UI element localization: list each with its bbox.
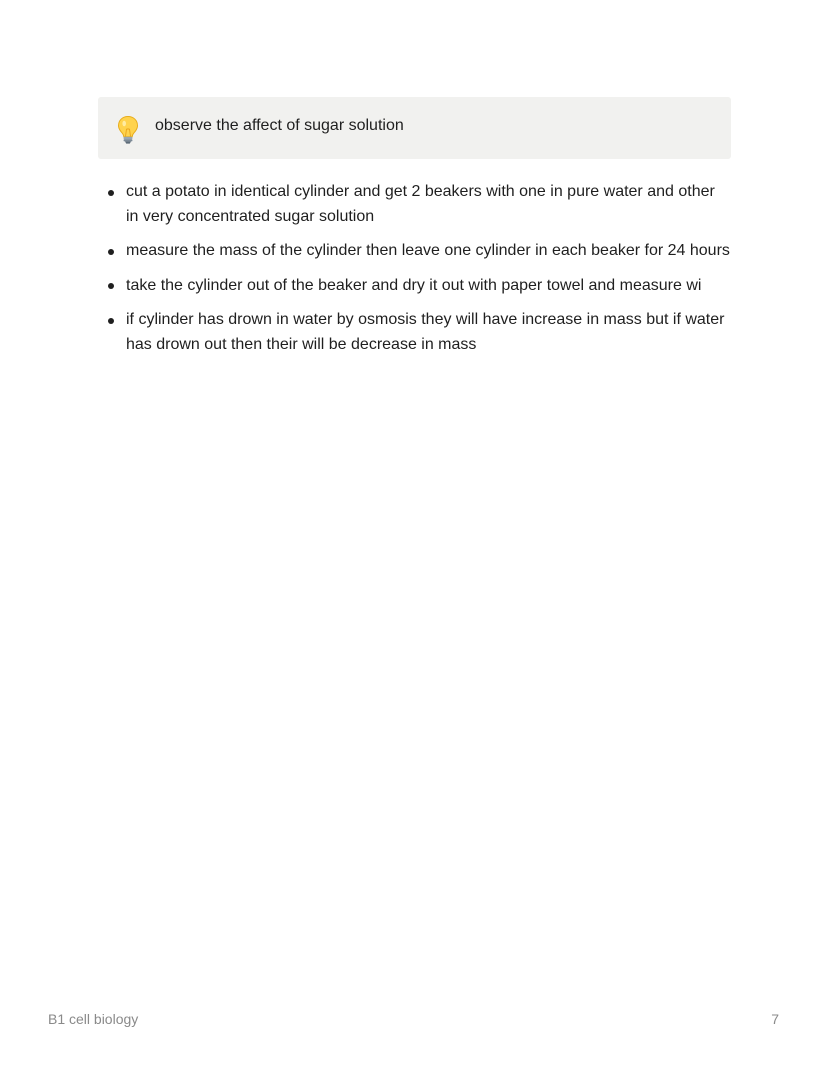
bullet-dot-icon bbox=[108, 249, 114, 255]
bullet-dot-icon bbox=[108, 318, 114, 324]
list-item bbox=[106, 239, 731, 264]
list-item bbox=[106, 308, 731, 357]
list-item bbox=[106, 180, 731, 229]
bullet-list bbox=[106, 180, 731, 367]
callout-text: observe the affect of sugar solution bbox=[155, 117, 404, 134]
list-item-text: cut a potato in identical cylinder and get 2 beakers with one in pure water and other in very concentrated sugar solution bbox=[126, 183, 715, 225]
list-item-text: if cylinder has drown in water by osmosis they will have increase in mass but if water has drown out then their will be decrease in mass bbox=[126, 311, 725, 353]
bullet-dot-icon bbox=[108, 283, 114, 289]
lightbulb-icon bbox=[116, 115, 140, 145]
footer-page-number: 7 bbox=[771, 1011, 779, 1027]
list-item bbox=[106, 274, 731, 299]
footer-section-title: B1 cell biology bbox=[48, 1011, 139, 1027]
list-item-text: take the cylinder out of the beaker and dry it out with paper towel and measure wi bbox=[126, 276, 702, 294]
bullet-dot-icon bbox=[108, 190, 114, 196]
list-item-text: measure the mass of the cylinder then leave one cylinder in each beaker for 24 hours bbox=[126, 242, 730, 259]
callout-block bbox=[98, 97, 731, 159]
